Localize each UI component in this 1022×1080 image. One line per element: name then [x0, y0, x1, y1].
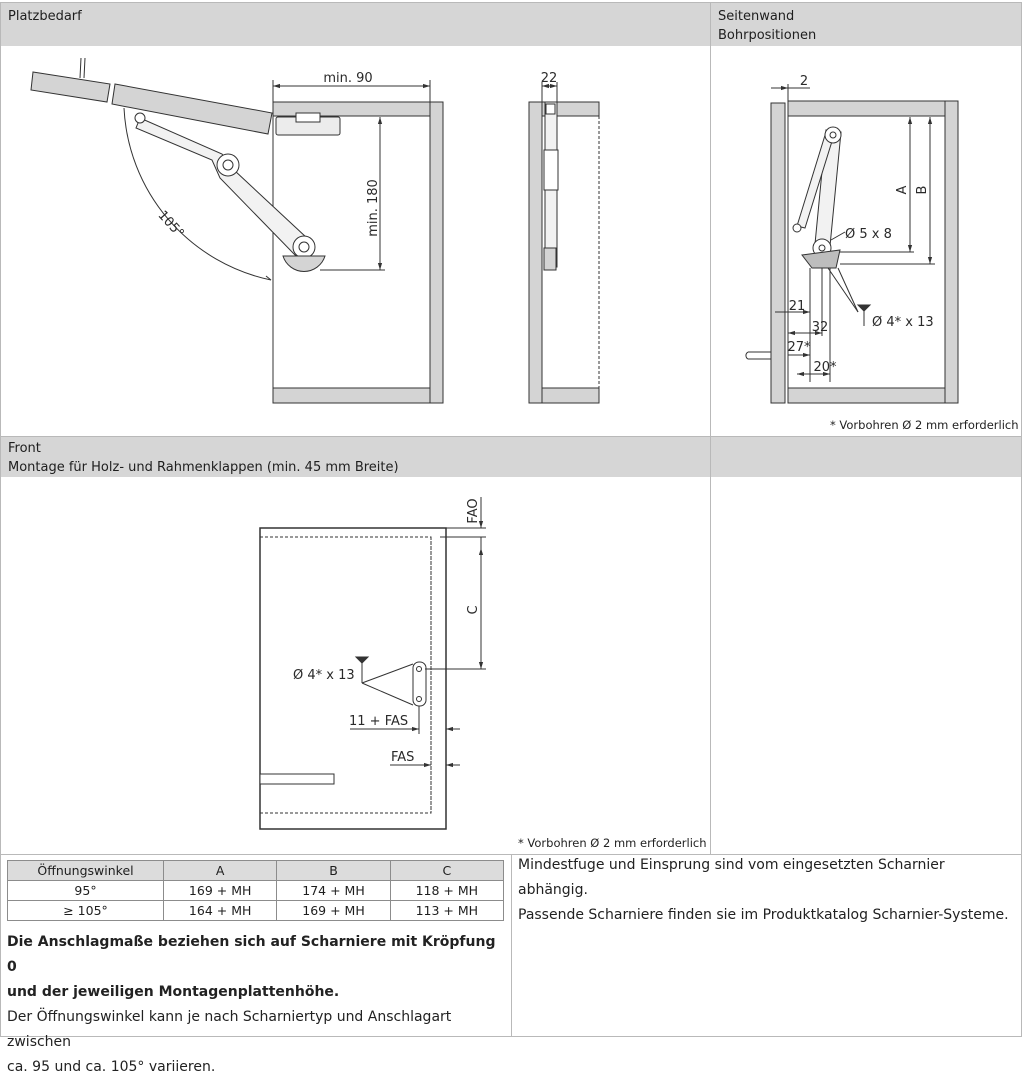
notes-left — [7, 930, 507, 1080]
bold-note-line2: und der jeweiligen Montagenplattenhöhe. — [7, 984, 340, 1000]
note-line4: ca. 95 und ca. 105° variieren. — [7, 1059, 216, 1075]
screw-icon — [858, 305, 870, 326]
notes-right — [518, 853, 1018, 928]
section-title-seitenwand: Seitenwand — [718, 9, 795, 24]
table-header-row — [8, 861, 504, 881]
dim-angle105: 105° — [154, 207, 187, 242]
dim-20: 20* — [813, 360, 837, 375]
table-cell: 169 + MH — [277, 901, 390, 921]
table-row — [8, 901, 504, 921]
table-cell: 169 + MH — [164, 881, 277, 901]
note-predrill-side: * Vorbohren Ø 2 mm erforderlich — [830, 418, 1019, 432]
dim-min90: min. 90 — [323, 71, 373, 86]
table-row — [8, 881, 504, 901]
table-cell: 174 + MH — [277, 881, 390, 901]
bold-note-line1: Die Anschlagmaße beziehen sich auf Scharniere mit Kröpfung 0 — [7, 934, 496, 975]
label-screw-side: Ø 4* x 13 — [872, 315, 934, 330]
dim-FAO: FAO — [466, 498, 481, 524]
dim-21: 21 — [788, 299, 806, 314]
dim-A: A — [895, 185, 910, 195]
table-cell: 95° — [8, 881, 164, 901]
cabinet-side-view — [31, 58, 443, 403]
dim-w2: 2 — [799, 74, 809, 89]
dim-32: 32 — [811, 320, 829, 335]
dim-w22: 22 — [540, 71, 558, 86]
dim-FAS: FAS — [391, 750, 415, 765]
section-subtitle-front: Montage für Holz- und Rahmenklappen (min. 45 mm Breite) — [8, 460, 399, 475]
right-note-line1: Mindestfuge und Einsprung sind vom eingesetzten Scharnier abhängig. — [518, 857, 945, 898]
label-screw-front: Ø 4* x 13 — [293, 668, 355, 683]
dim-27: 27* — [787, 340, 811, 355]
table-cell: ≥ 105° — [8, 901, 164, 921]
note-predrill-front: * Vorbohren Ø 2 mm erforderlich — [518, 836, 707, 850]
section-title-platzbedarf: Platzbedarf — [8, 9, 82, 24]
table-header: Öffnungswinkel — [8, 861, 164, 881]
right-note-line2: Passende Scharniere finden sie im Produktkatalog Scharnier-Systeme. — [518, 907, 1009, 923]
dim-C: C — [466, 605, 481, 615]
table-header: C — [390, 861, 503, 881]
table-header: A — [164, 861, 277, 881]
table-cell: 113 + MH — [390, 901, 503, 921]
note-line3: Der Öffnungswinkel kann je nach Scharniertyp und Anschlagart zwischen — [7, 1009, 452, 1050]
dimension-table — [7, 860, 504, 921]
label-hole5x8: Ø 5 x 8 — [845, 227, 892, 242]
table-header: B — [277, 861, 390, 881]
table-cell: 164 + MH — [164, 901, 277, 921]
dim-min180: min. 180 — [366, 179, 381, 237]
section-title-front: Front — [8, 441, 41, 456]
table-cell: 118 + MH — [390, 881, 503, 901]
cabinet-front-narrow-view — [529, 102, 599, 403]
dim-B: B — [915, 185, 930, 195]
section-subtitle-bohrpositionen: Bohrpositionen — [718, 28, 817, 43]
dim-fas11: 11 + FAS — [349, 714, 409, 729]
